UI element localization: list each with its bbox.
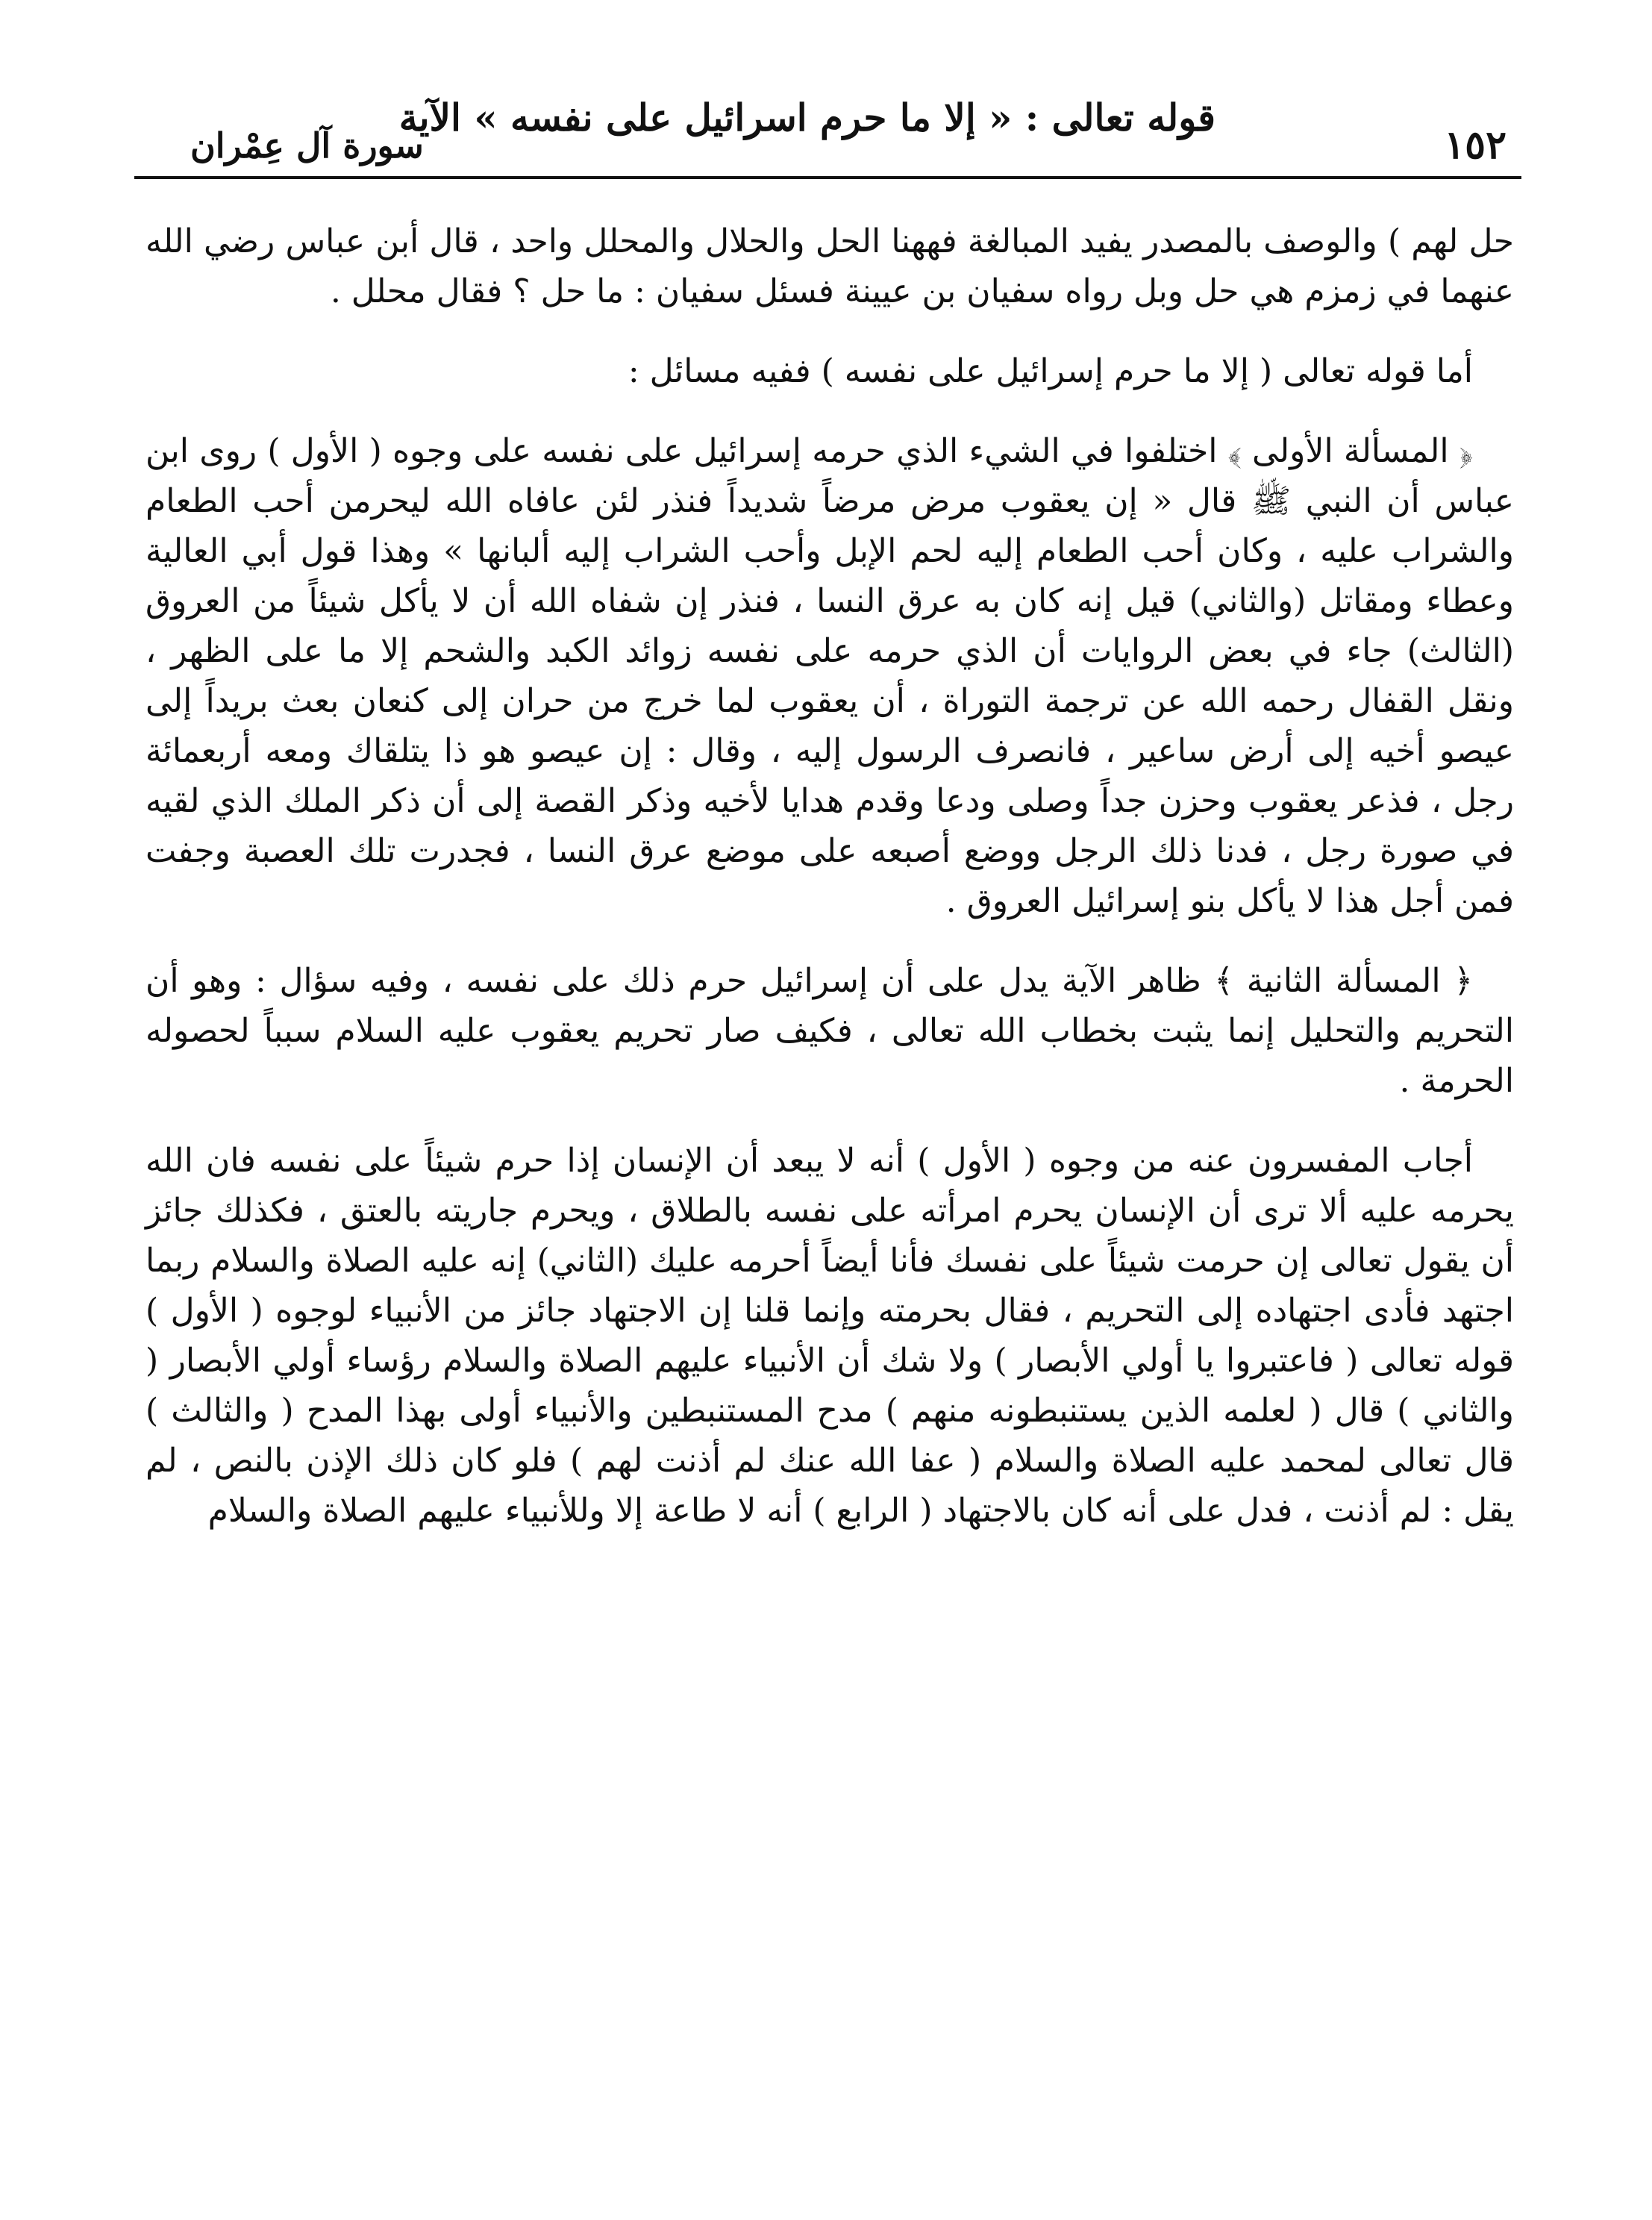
paragraph-first-issue: ﴿ المسألة الأولى ﴾ اختلفوا في الشيء الذي حرمه إسرائيل على نفسه على وجوه ( الأول ) روى ابن عباس أن النبي ﷺ قال « إن يعقوب مرض مرضاً شديداً فنذر لئن عافاه الله ليحرمن أحب الطعام والشراب عليه ، وكان أحب الطعام إليه لحم الإبل وأحب الشراب إليه ألبانها » وهذا قول أبي العالية وعطاء ومقاتل (والثاني) قيل إنه كان به عرق النسا ، فنذر إن شفاه الله أن لا يأكل شيئاً من العروق (الثالث) جاء في بعض الروايات أن الذي حرمه على نفسه زوائد الكبد والشحم إلا ما على الظهر ، ونقل القفال رحمه الله عن ترجمة التوراة ، أن يعقوب لما خرج من حران إلى كنعان بعث بريداً إلى عيصو أخيه إلى أرض ساعير ، فانصرف الرسول إليه ، وقال : إن عيصو هو ذا يتلقاك ومعه أربعمائة رجل ، فذعر يعقوب وحزن جداً وصلى ودعا وقدم هدايا لأخيه وذكر القصة إلى أن ذكر الملك الذي لقيه في صورة رجل ، فدنا ذلك الرجل ووضع أصبعه على موضع عرق النسا ، فجدرت تلك العصبة وجفت فمن أجل هذا لا يأكل بنو إسرائيل العروق . xyxy=(146,432,1514,920)
header-divider xyxy=(134,176,1521,179)
paragraph-verse-intro: أما قوله تعالى ( إلا ما حرم إسرائيل على نفسه ) ففيه مسائل : xyxy=(628,352,1473,390)
page-header xyxy=(131,90,1521,172)
page-body xyxy=(146,216,1514,1536)
paragraph-second-issue: ﴿ المسألة الثانية ﴾ ظاهر الآية يدل على أن إسرائيل حرم ذلك على نفسه ، وفيه سؤال : وهو أن التحريم والتحليل إنما يثبت بخطاب الله تعالى ، فكيف صار تحريم يعقوب عليه السلام سبباً لحصوله الحرمة . xyxy=(146,962,1514,1100)
header-title: قوله تعالى : « إلا ما حرم اسرائيل على نفسه » الآية xyxy=(398,96,1215,140)
paragraph-commentators-answer: أجاب المفسرون عنه من وجوه ( الأول ) أنه لا يبعد أن الإنسان إذا حرم شيئاً على نفسه فان الله يحرمه عليه ألا ترى أن الإنسان يحرم امرأته على نفسه بالطلاق ، ويحرم جاريته بالعتق ، فكذلك جائز أن يقول تعالى إن حرمت شيئاً على نفسك فأنا أيضاً أحرمه عليك (الثاني) إنه عليه الصلاة والسلام ربما اجتهد فأدى اجتهاده إلى التحريم ، فقال بحرمته وإنما قلنا إن الاجتهاد جائز من الأنبياء لوجوه ( الأول ) قوله تعالى ( فاعتبروا يا أولي الأبصار ) ولا شك أن الأنبياء عليهم الصلاة والسلام رؤساء أولي الأبصار ( والثاني ) قال ( لعلمه الذين يستنبطونه منهم ) مدح المستنبطين والأنبياء أولى بهذا المدح ( والثالث ) قال تعالى لمحمد عليه الصلاة والسلام ( عفا الله عنك لم أذنت لهم ) فلو كان ذلك الإذن بالنص ، لم يقل : لم أذنت ، فدل على أنه كان بالاجتهاد ( الرابع ) أنه لا طاعة إلا وللأنبياء عليهم الصلاة والسلام xyxy=(146,1142,1514,1530)
header-surah-name: سورة آل عِمْران xyxy=(190,125,424,166)
paragraph-continuation: حل لهم ) والوصف بالمصدر يفيد المبالغة فههنا الحل والحلال والمحلل واحد ، قال أبن عباس رضي الله عنهما في زمزم هي حل وبل رواه سفيان بن عيينة فسئل سفيان : ما حل ؟ فقال محلل . xyxy=(146,222,1514,310)
page-number: ١٥٢ xyxy=(1444,122,1506,168)
